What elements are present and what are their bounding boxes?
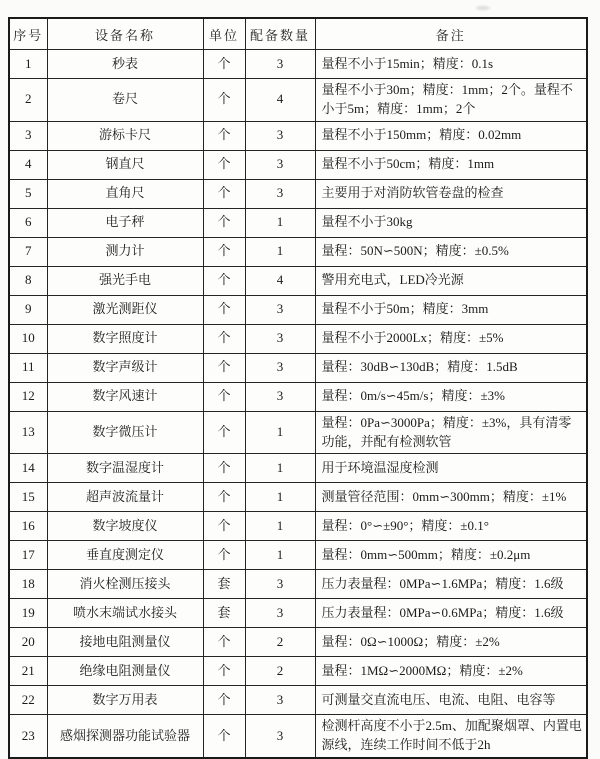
cell-remark: 可测量交直流电压、电流、电阻、电容等 (315, 686, 587, 715)
cell-serial-number: 12 (9, 382, 47, 411)
column-header-unit: 单位 (203, 18, 245, 50)
cell-remark: 压力表量程：0MPa∽0.6MPa；精度：1.6级 (315, 599, 587, 628)
cell-serial-number: 13 (9, 411, 47, 454)
cell-serial-number: 1 (9, 50, 47, 79)
cell-unit: 个 (203, 657, 245, 686)
cell-equipment-name: 超声波流量计 (47, 483, 203, 512)
cell-remark: 量程：0m/s∽45m/s；精度：±3% (315, 382, 587, 411)
cell-quantity: 2 (245, 657, 315, 686)
cell-equipment-name: 钢直尺 (47, 150, 203, 179)
scan-smudge-artifact (476, 6, 490, 10)
cell-unit: 个 (203, 454, 245, 483)
cell-serial-number: 16 (9, 512, 47, 541)
cell-equipment-name: 游标卡尺 (47, 121, 203, 150)
cell-unit: 套 (203, 599, 245, 628)
cell-unit: 套 (203, 570, 245, 599)
cell-quantity: 3 (245, 599, 315, 628)
cell-equipment-name: 测力计 (47, 237, 203, 266)
cell-equipment-name: 数字微压计 (47, 411, 203, 454)
cell-remark: 量程：30dB∽130dB；精度：1.5dB (315, 353, 587, 382)
table-row (9, 179, 587, 208)
cell-quantity: 1 (245, 483, 315, 512)
cell-unit: 个 (203, 512, 245, 541)
cell-unit: 个 (203, 324, 245, 353)
cell-quantity: 1 (245, 512, 315, 541)
table-row (9, 715, 587, 758)
cell-remark: 警用充电式，LED冷光源 (315, 266, 587, 295)
cell-equipment-name: 绝缘电阻测量仪 (47, 657, 203, 686)
cell-quantity: 3 (245, 150, 315, 179)
cell-unit: 个 (203, 483, 245, 512)
cell-remark: 量程不小于150mm；精度：0.02mm (315, 121, 587, 150)
cell-equipment-name: 数字坡度仪 (47, 512, 203, 541)
cell-quantity: 3 (245, 715, 315, 758)
table-row (9, 686, 587, 715)
cell-quantity: 1 (245, 541, 315, 570)
table-row (9, 628, 587, 657)
column-header-quantity: 配备数量 (245, 18, 315, 50)
cell-unit: 个 (203, 628, 245, 657)
equipment-table (8, 17, 588, 759)
equipment-table-body (9, 50, 587, 759)
cell-remark: 量程不小于50cm；精度：1mm (315, 150, 587, 179)
cell-serial-number: 2 (9, 79, 47, 122)
cell-serial-number: 8 (9, 266, 47, 295)
cell-unit: 个 (203, 50, 245, 79)
cell-quantity: 3 (245, 353, 315, 382)
cell-remark: 量程不小于30m；精度：1mm；2个。量程不小于5m；精度：1mm；2个 (315, 79, 587, 122)
cell-unit: 个 (203, 150, 245, 179)
cell-unit: 个 (203, 715, 245, 758)
table-row (9, 121, 587, 150)
cell-equipment-name: 激光测距仪 (47, 295, 203, 324)
cell-equipment-name: 数字温湿度计 (47, 454, 203, 483)
cell-serial-number: 11 (9, 353, 47, 382)
cell-unit: 个 (203, 382, 245, 411)
table-row (9, 324, 587, 353)
cell-quantity: 1 (245, 454, 315, 483)
cell-equipment-name: 接地电阻测量仪 (47, 628, 203, 657)
column-header-equipment-name: 设备名称 (47, 18, 203, 50)
equipment-table-header (9, 18, 587, 50)
table-row (9, 353, 587, 382)
table-row (9, 512, 587, 541)
cell-quantity: 3 (245, 50, 315, 79)
cell-serial-number: 14 (9, 454, 47, 483)
table-row (9, 382, 587, 411)
cell-serial-number: 17 (9, 541, 47, 570)
cell-remark: 检测杆高度不小于2.5m、加配聚烟罩、内置电源线，连续工作时间不低于2h (315, 715, 587, 758)
cell-unit: 个 (203, 237, 245, 266)
column-header-remark: 备注 (315, 18, 587, 50)
cell-serial-number: 5 (9, 179, 47, 208)
table-row (9, 150, 587, 179)
cell-remark: 量程：50N∽500N；精度：±0.5% (315, 237, 587, 266)
table-row (9, 79, 587, 122)
cell-unit: 个 (203, 266, 245, 295)
table-row (9, 237, 587, 266)
cell-equipment-name: 消火栓测压接头 (47, 570, 203, 599)
cell-unit: 个 (203, 295, 245, 324)
cell-remark: 压力表量程：0MPa∽1.6MPa；精度：1.6级 (315, 570, 587, 599)
table-row (9, 599, 587, 628)
table-row (9, 483, 587, 512)
cell-equipment-name: 垂直度测定仪 (47, 541, 203, 570)
table-row (9, 541, 587, 570)
cell-remark: 量程：0Pa∽3000Pa；精度：±3%，具有清零功能，并配有检测软管 (315, 411, 587, 454)
cell-quantity: 3 (245, 686, 315, 715)
cell-quantity: 3 (245, 121, 315, 150)
cell-remark: 主要用于对消防软管卷盘的检查 (315, 179, 587, 208)
cell-quantity: 1 (245, 237, 315, 266)
cell-unit: 个 (203, 353, 245, 382)
cell-quantity: 1 (245, 208, 315, 237)
cell-unit: 个 (203, 79, 245, 122)
cell-unit: 个 (203, 541, 245, 570)
cell-quantity: 3 (245, 324, 315, 353)
cell-serial-number: 20 (9, 628, 47, 657)
column-header-serial-number: 序号 (9, 18, 47, 50)
cell-remark: 量程不小于30kg (315, 208, 587, 237)
cell-remark: 用于环境温湿度检测 (315, 454, 587, 483)
cell-serial-number: 3 (9, 121, 47, 150)
cell-unit: 个 (203, 179, 245, 208)
cell-remark: 量程不小于15min；精度：0.1s (315, 50, 587, 79)
cell-equipment-name: 直角尺 (47, 179, 203, 208)
cell-quantity: 1 (245, 411, 315, 454)
cell-quantity: 4 (245, 266, 315, 295)
table-row (9, 570, 587, 599)
cell-unit: 个 (203, 411, 245, 454)
cell-remark: 量程：0Ω∽1000Ω；精度：±2% (315, 628, 587, 657)
table-row (9, 295, 587, 324)
cell-serial-number: 19 (9, 599, 47, 628)
cell-unit: 个 (203, 686, 245, 715)
cell-equipment-name: 卷尺 (47, 79, 203, 122)
cell-serial-number: 21 (9, 657, 47, 686)
table-row (9, 208, 587, 237)
cell-serial-number: 6 (9, 208, 47, 237)
cell-serial-number: 10 (9, 324, 47, 353)
cell-remark: 量程不小于2000Lx；精度：±5% (315, 324, 587, 353)
cell-remark: 量程不小于50m；精度：3mm (315, 295, 587, 324)
cell-equipment-name: 感烟探测器功能试验器 (47, 715, 203, 758)
table-row (9, 454, 587, 483)
cell-equipment-name: 强光手电 (47, 266, 203, 295)
cell-equipment-name: 数字声级计 (47, 353, 203, 382)
cell-serial-number: 15 (9, 483, 47, 512)
cell-remark: 量程：1MΩ∽2000MΩ；精度：±2% (315, 657, 587, 686)
cell-quantity: 3 (245, 570, 315, 599)
cell-remark: 测量管径范围：0mm∽300mm；精度：±1% (315, 483, 587, 512)
table-row (9, 657, 587, 686)
cell-serial-number: 4 (9, 150, 47, 179)
cell-serial-number: 22 (9, 686, 47, 715)
cell-serial-number: 9 (9, 295, 47, 324)
cell-quantity: 3 (245, 295, 315, 324)
table-row (9, 266, 587, 295)
cell-equipment-name: 电子秤 (47, 208, 203, 237)
cell-equipment-name: 数字万用表 (47, 686, 203, 715)
cell-quantity: 2 (245, 628, 315, 657)
table-row (9, 411, 587, 454)
cell-equipment-name: 数字风速计 (47, 382, 203, 411)
cell-serial-number: 18 (9, 570, 47, 599)
cell-remark: 量程：0mm∽500mm；精度：±0.2μm (315, 541, 587, 570)
table-row (9, 50, 587, 79)
cell-unit: 个 (203, 121, 245, 150)
cell-serial-number: 23 (9, 715, 47, 758)
cell-quantity: 3 (245, 179, 315, 208)
cell-serial-number: 7 (9, 237, 47, 266)
cell-quantity: 3 (245, 382, 315, 411)
cell-equipment-name: 数字照度计 (47, 324, 203, 353)
header-row (9, 18, 587, 50)
cell-unit: 个 (203, 208, 245, 237)
cell-remark: 量程：0°∽±90°；精度：±0.1° (315, 512, 587, 541)
cell-quantity: 4 (245, 79, 315, 122)
cell-equipment-name: 秒表 (47, 50, 203, 79)
cell-equipment-name: 喷水末端试水接头 (47, 599, 203, 628)
